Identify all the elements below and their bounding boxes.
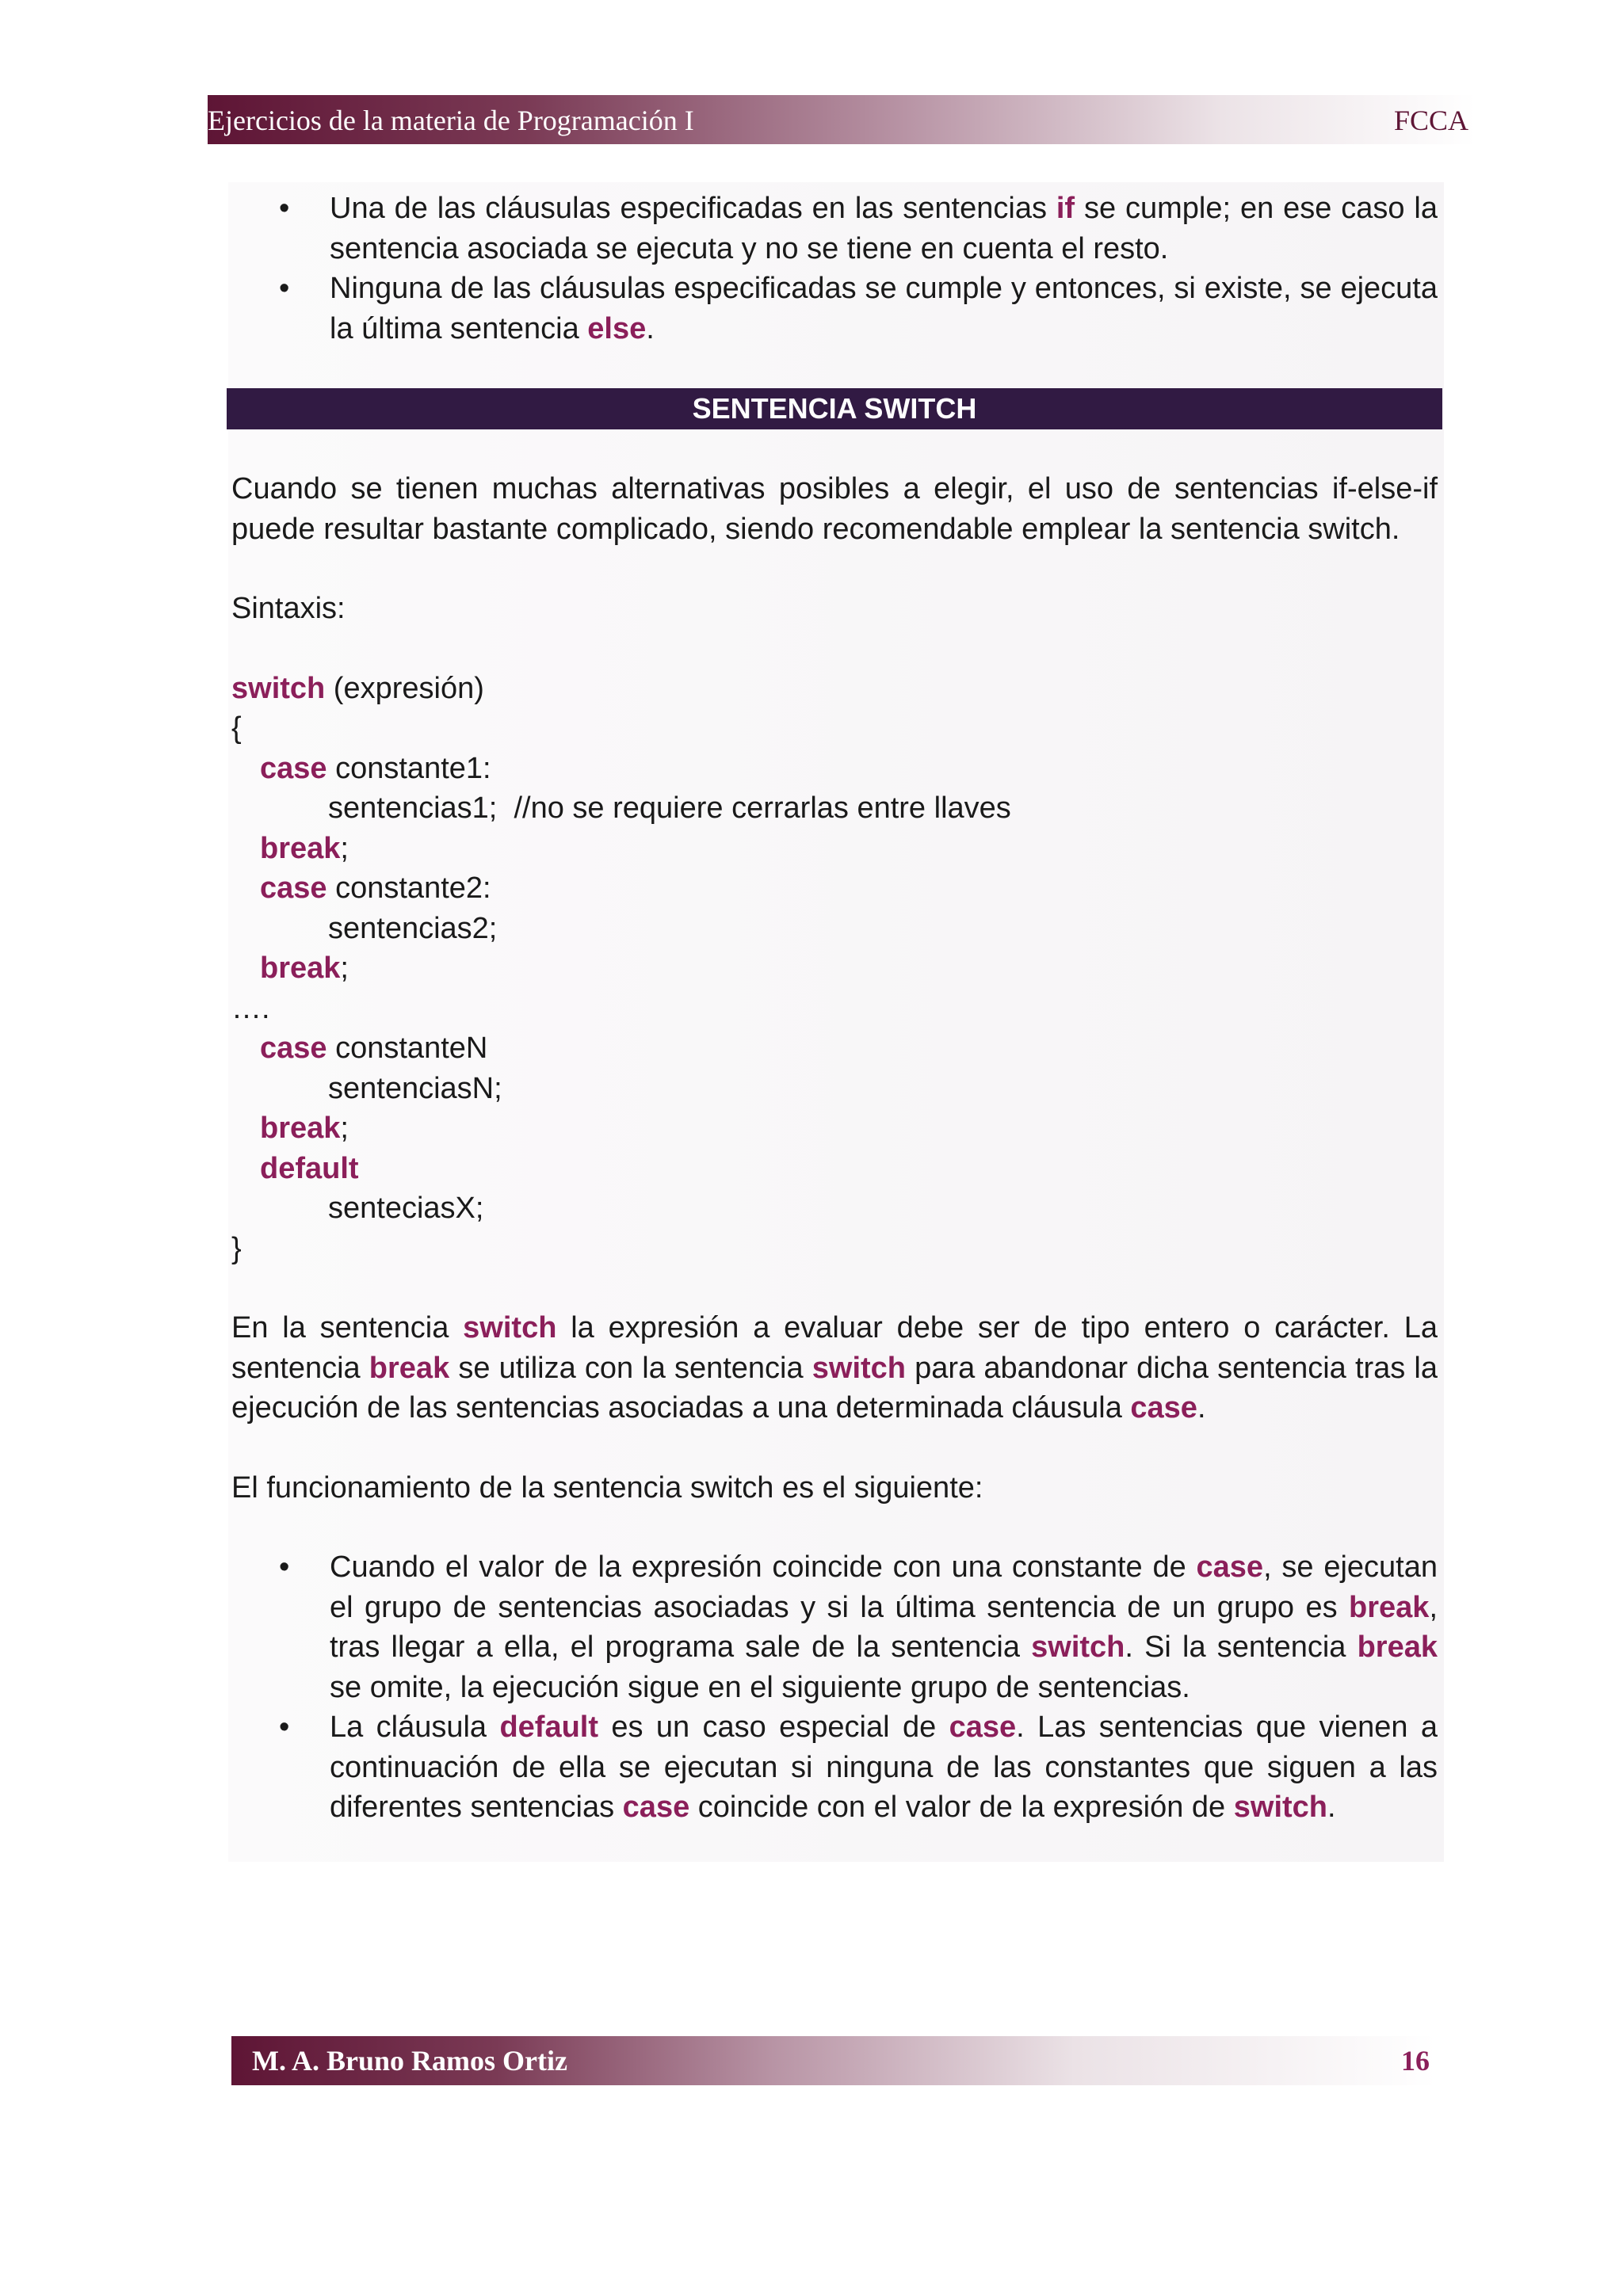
text-run: constanteN bbox=[327, 1032, 488, 1065]
bullet-icon: • bbox=[279, 192, 290, 225]
syntax-label: Sintaxis: bbox=[231, 592, 346, 625]
text-run: . Si la sentencia bbox=[1125, 1630, 1358, 1664]
text-run: sentenciasN; bbox=[328, 1071, 502, 1105]
text-run: En la sentencia bbox=[231, 1311, 464, 1344]
code-line bbox=[231, 948, 1438, 989]
list-item bbox=[231, 269, 1438, 349]
keyword: break bbox=[260, 952, 341, 985]
keyword: break bbox=[260, 1112, 341, 1145]
keyword: break bbox=[1357, 1630, 1438, 1664]
text-run: senteciasX; bbox=[328, 1192, 484, 1225]
code-line bbox=[231, 788, 1438, 829]
text-run: se cumple; en ese caso la sentencia asociada se ejecuta y no se tiene en cuenta el resto. bbox=[330, 192, 1438, 265]
text-run: coincide con el valor de la expresión de bbox=[689, 1791, 1234, 1824]
text-run: constante1: bbox=[327, 751, 491, 785]
keyword: switch bbox=[1233, 1791, 1327, 1824]
explanation-paragraph bbox=[231, 1308, 1438, 1428]
text-run: , se ejecutan el grupo de sentencias asociadas y si la última sentencia de un grupo es bbox=[330, 1550, 1438, 1624]
text-run: sentencias1; //no se requiere cerrarlas entre llaves bbox=[328, 791, 1011, 825]
text-run: La cláusula bbox=[330, 1711, 500, 1744]
bullet-icon: • bbox=[279, 272, 290, 305]
keyword: case bbox=[260, 1032, 327, 1065]
keyword: case bbox=[260, 871, 327, 905]
text-run: ; bbox=[340, 952, 349, 985]
text-run: . bbox=[646, 311, 655, 345]
text-run: para abandonar dicha sentencia tras la ejecución de las sentencias asociadas a una determinada cláusula bbox=[231, 1351, 1438, 1425]
code-line bbox=[231, 1229, 1438, 1269]
code-line bbox=[231, 1188, 1438, 1229]
function-intro: El funcionamiento de la sentencia switch es el siguiente: bbox=[231, 1470, 983, 1505]
text-run: la expresión a evaluar debe ser de tipo entero o carácter. La sentencia bbox=[231, 1311, 1438, 1385]
keyword: else bbox=[587, 311, 647, 345]
keyword: case bbox=[1130, 1391, 1197, 1425]
text-run: se utiliza con la sentencia bbox=[449, 1351, 812, 1385]
text-run: ; bbox=[340, 1112, 349, 1145]
keyword: switch bbox=[812, 1351, 907, 1385]
keyword: default bbox=[499, 1711, 598, 1744]
text-run: ; bbox=[340, 831, 349, 865]
text-run: { bbox=[231, 711, 242, 745]
text-run: …. bbox=[231, 991, 270, 1025]
header-title: Ejercicios de la materia de Programación I bbox=[208, 105, 694, 136]
keyword: case bbox=[260, 751, 327, 785]
code-line bbox=[231, 749, 1438, 789]
text-run: Una de las cláusulas especificadas en las sentencias bbox=[330, 192, 1056, 225]
code-line bbox=[231, 1028, 1438, 1069]
keyword: case bbox=[622, 1791, 690, 1824]
text-run: sentencias2; bbox=[328, 911, 498, 945]
code-line bbox=[231, 909, 1438, 949]
keyword: switch bbox=[1031, 1630, 1125, 1664]
page-number: 16 bbox=[1401, 2045, 1430, 2077]
list-item bbox=[231, 189, 1438, 269]
page-content bbox=[231, 189, 1438, 1828]
keyword: case bbox=[949, 1711, 1017, 1744]
code-line bbox=[231, 1149, 1438, 1189]
code-line bbox=[231, 868, 1438, 909]
code-line bbox=[231, 708, 1438, 749]
bullet-icon: • bbox=[279, 1711, 290, 1744]
text-run: constante2: bbox=[327, 871, 491, 905]
bullet-list-behavior bbox=[231, 1547, 1438, 1828]
text-run: } bbox=[231, 1231, 242, 1265]
text-run: se omite, la ejecución sigue en el siguiente grupo de sentencias. bbox=[330, 1670, 1190, 1704]
keyword: default bbox=[260, 1151, 359, 1185]
code-line bbox=[231, 829, 1438, 869]
header-right-label: FCCA bbox=[1393, 105, 1468, 136]
list-item bbox=[231, 1547, 1438, 1707]
code-line bbox=[231, 989, 1438, 1029]
text-run: es un caso especial de bbox=[598, 1711, 949, 1744]
bullet-list-clauses bbox=[231, 189, 1438, 349]
keyword: if bbox=[1056, 192, 1075, 225]
text-run: . bbox=[1327, 1791, 1336, 1824]
code-line bbox=[231, 1108, 1438, 1149]
list-item bbox=[231, 1707, 1438, 1828]
text-run: Cuando el valor de la expresión coincide con una constante de bbox=[330, 1550, 1197, 1584]
keyword: switch bbox=[231, 671, 326, 705]
keyword: switch bbox=[463, 1311, 557, 1344]
keyword: break bbox=[260, 831, 341, 865]
text-run: Ninguna de las cláusulas especificadas se cumple y entonces, si existe, se ejecuta la última sentencia bbox=[330, 272, 1438, 345]
code-line bbox=[231, 669, 1438, 709]
code-line bbox=[231, 1069, 1438, 1109]
text-run: (expresión) bbox=[325, 671, 484, 705]
code-block bbox=[231, 669, 1438, 1269]
bullet-icon: • bbox=[279, 1550, 290, 1584]
text-run: . bbox=[1197, 1391, 1206, 1425]
intro-paragraph: Cuando se tienen muchas alternativas posibles a elegir, el uso de sentencias if-else-if puede resultar bastante complicado, siendo recomendable emplear la sentencia switch. bbox=[231, 472, 1438, 546]
text-run: , tras llegar a ella, el programa sale de la sentencia bbox=[330, 1590, 1438, 1664]
footer-author: M. A. Bruno Ramos Ortiz bbox=[252, 2045, 567, 2077]
keyword: break bbox=[1349, 1590, 1430, 1624]
text-run: . Las sentencias que vienen a continuación de ella se ejecutan si ninguna de las constantes que siguen a las diferentes sentencias bbox=[330, 1711, 1438, 1824]
keyword: break bbox=[369, 1351, 450, 1385]
keyword: case bbox=[1196, 1550, 1264, 1584]
section-heading: SENTENCIA SWITCH bbox=[227, 388, 1442, 429]
